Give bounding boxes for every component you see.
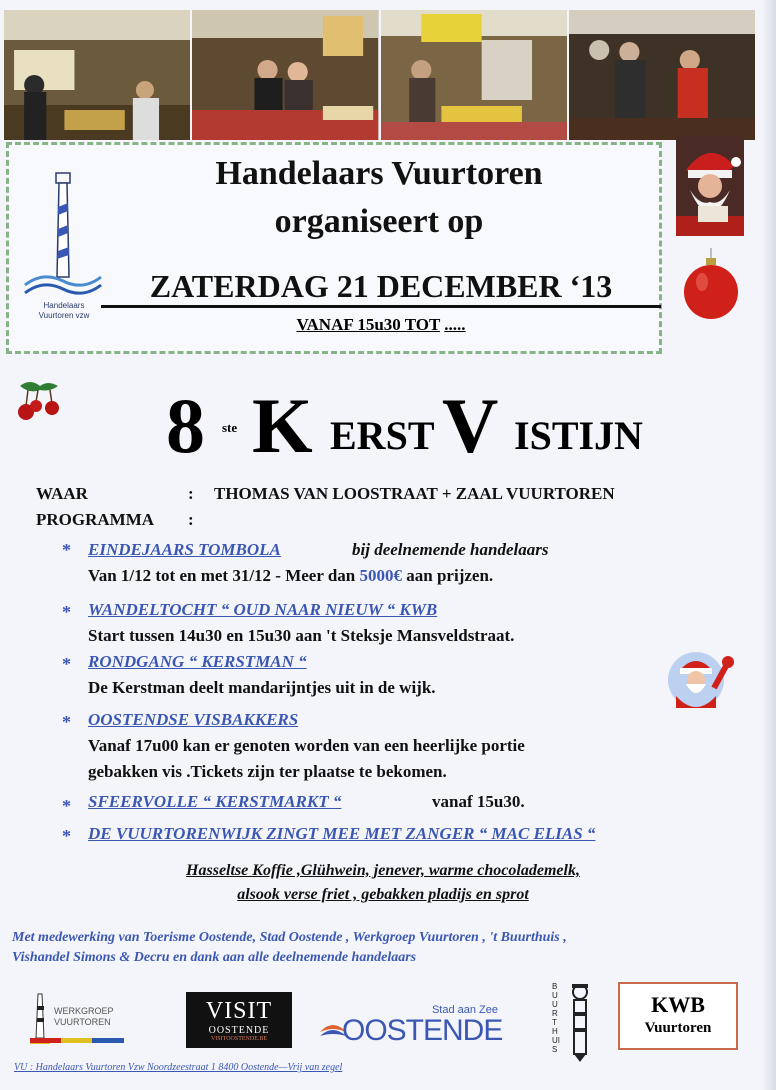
buurthuis-figure-icon [566, 982, 594, 1062]
market-photo-3 [381, 10, 567, 140]
visit-line2: OOSTENDE [208, 1025, 270, 1036]
start-time-label: VANAF 15u30 TOT [296, 315, 441, 334]
event-title [0, 384, 776, 474]
kwb-sublabel: Vuurtoren [644, 1020, 712, 1036]
santa-waving-icon [666, 648, 740, 712]
logo-caption-line1: Handelaars [43, 301, 85, 310]
program-bullet-6: * [62, 826, 71, 846]
program-item-5-inline: vanaf 15u30. [432, 792, 525, 811]
market-photo-2 [192, 10, 378, 140]
logo-caption [21, 301, 107, 321]
werkgroep-line2: VUURTOREN [54, 1017, 111, 1027]
programma-colon: : [188, 510, 194, 529]
program-item-4-text-2: gebakken vis .Tickets zijn ter plaatse te bekomen. [88, 762, 447, 781]
program-item-1-period: . [488, 566, 494, 585]
werkgroep-stripe [30, 1038, 124, 1043]
visit-line1: VISIT [205, 998, 273, 1024]
oostende-label: OOSTENDE [342, 1014, 503, 1047]
market-photo-strip [4, 10, 755, 140]
event-edition-number: 8 [166, 382, 205, 469]
program-bullet-1: * [62, 540, 71, 560]
program-item-2-title: WANDELTOCHT “ OUD NAAR NIEUW “ KWB [88, 600, 438, 619]
program-item-3-period: . [431, 678, 436, 697]
footer-vu: VU : Handelaars Vuurtoren Vzw Noordzeestraat 1 8400 Oostende—Vrij van zegel [14, 1062, 343, 1073]
program-item-1-text-b: aan prijzen [402, 566, 489, 585]
program-item-1-inline: bij deelnemende handelaars [352, 540, 549, 559]
refreshments-line-2: alsook verse friet , gebakken pladijs en sprot [237, 886, 529, 903]
program-bullet-5: * [62, 796, 71, 816]
market-photo-4 [569, 10, 755, 140]
program-bullet-2: * [62, 602, 71, 622]
title-box [6, 142, 662, 354]
stad-aan-zee-label: Stad aan Zee [431, 1004, 498, 1016]
event-title-k: K [252, 382, 313, 469]
sponsor-stad-oostende [318, 1004, 502, 1052]
sponsor-visit-oostende [186, 992, 292, 1048]
thanks-line-1: Met medewerking van Toerisme Oostende, Stad Oostende , Werkgroep Vuurtoren , 't Buurthuis , [12, 930, 567, 945]
event-title-istijn: ISTIJN [514, 413, 643, 458]
waar-colon: : [188, 484, 194, 503]
kwb-label: KWB [651, 992, 705, 1017]
poster-edge-shadow [762, 0, 776, 1090]
program-bullet-3: * [62, 654, 71, 674]
program-item-5-title: SFEERVOLLE “ KERSTMARKT “ [88, 792, 342, 811]
event-title-v: V [442, 382, 499, 469]
program-item-2-text: Start tussen 14u30 en 15u30 aan 't Steksje Mansveldstraat. [88, 626, 515, 645]
program-item-1-title: EINDEJAARS TOMBOLA [88, 540, 281, 559]
start-time [101, 315, 661, 335]
sponsor-werkgroep-vuurtoren [30, 992, 130, 1050]
program-item-3-title: RONDGANG “ KERSTMAN “ [88, 652, 307, 671]
visit-line3: VISITOOSTENDE.BE [210, 1036, 268, 1042]
market-photo-1 [4, 10, 190, 140]
title-line-2: organiseert op [274, 203, 484, 240]
event-title-erst: ERST [330, 413, 435, 458]
program-item-1-text-a: Van 1/12 tot en met 31/12 - Meer dan [88, 566, 360, 585]
buurthuis-label: BUURTHUIS [552, 982, 560, 1054]
program-item-3-text [88, 678, 436, 698]
christmas-ornament-icon [682, 248, 740, 322]
thanks-line-2: Vishandel Simons & Decru en dank aan alle deelnemende handelaars [12, 950, 417, 965]
prize-amount: 5000€ [359, 566, 403, 585]
werkgroep-label [54, 1006, 114, 1028]
logo-caption-line2: Vuurtoren vzw [38, 311, 90, 320]
sponsor-buurthuis [552, 982, 596, 1062]
program-item-3-text-main: De Kerstman deelt mandarijntjes uit in de wijk [88, 678, 432, 697]
programma-label: PROGRAMMA [36, 510, 155, 529]
werkgroep-line1: WERKGROEP [54, 1006, 114, 1016]
event-edition-suffix: ste [222, 420, 238, 435]
event-date: ZATERDAG 21 DECEMBER ‘13 [101, 267, 661, 308]
program-item-4-title: OOSTENDSE VISBAKKERS [88, 710, 299, 729]
start-time-dots: ..... [444, 315, 466, 334]
sponsor-kwb-vuurtoren [618, 982, 738, 1050]
title-line-1: Handelaars Vuurtoren [215, 155, 543, 192]
waar-label: WAAR [36, 484, 88, 503]
program-item-6-title: DE VUURTORENWIJK ZINGT MEE MET ZANGER “ MAC ELIAS “ [88, 824, 596, 843]
program-bullet-4: * [62, 712, 71, 732]
program-item-1-text [88, 566, 493, 586]
refreshments-line-1: Hasseltse Koffie ,Glühwein, jenever, warme chocolademelk, [186, 862, 580, 879]
santa-photo [676, 136, 744, 236]
waar-value: THOMAS VAN LOOSTRAAT + ZAAL VUURTOREN [214, 484, 615, 503]
program-item-4-text-1: Vanaf 17u00 kan er genoten worden van een heerlijke portie [88, 736, 525, 755]
